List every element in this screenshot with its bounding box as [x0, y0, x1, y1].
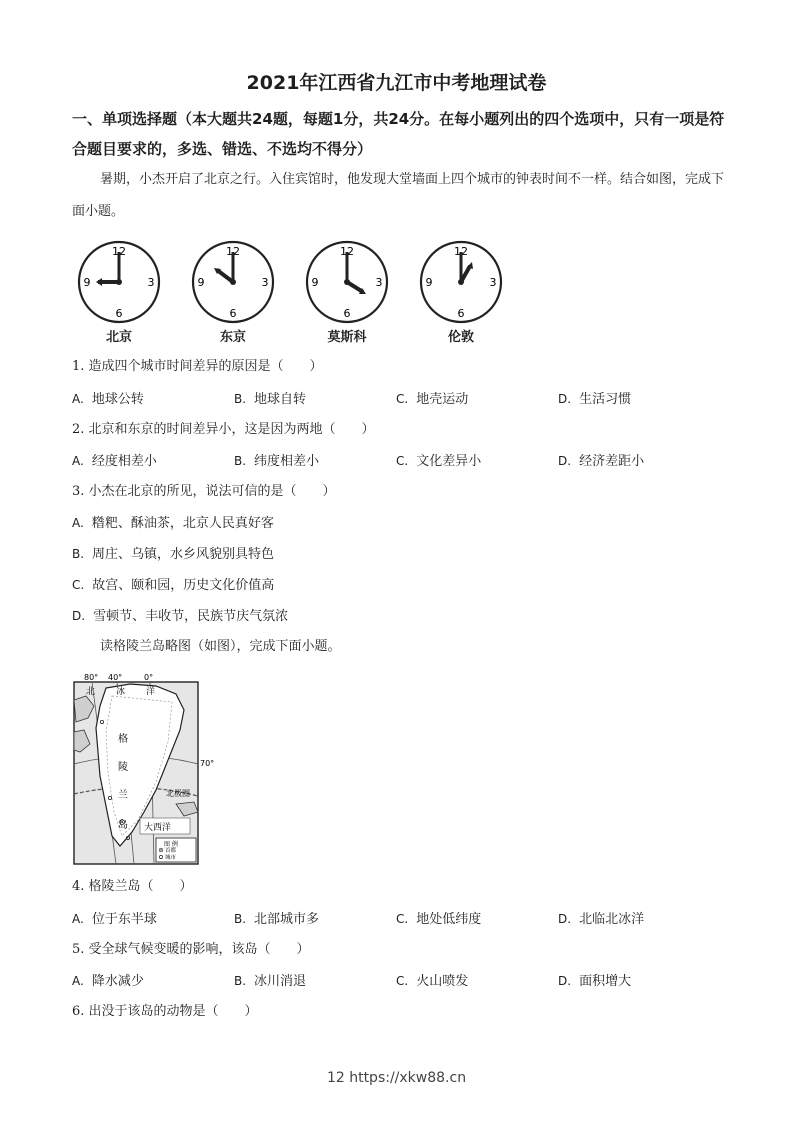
q1-option-a — [72, 389, 144, 410]
option-letter: B. — [234, 912, 247, 926]
intro-paragraph-2: 读格陵兰岛略图（如图），完成下面小题。 — [100, 639, 341, 654]
clock-face-icon — [74, 236, 164, 326]
q1-option-b — [234, 389, 306, 410]
clock-beijing — [74, 236, 164, 348]
clock-face-icon — [302, 236, 392, 326]
option-text: 面积增大 — [579, 974, 632, 989]
clock-label-moscow: 莫斯科 — [327, 330, 367, 345]
option-letter: B. — [72, 547, 85, 561]
clocks-figure — [72, 236, 512, 348]
option-text: 纬度相差小 — [254, 454, 320, 469]
clock-london — [416, 236, 506, 348]
option-letter: D. — [558, 392, 572, 406]
q4-option-a — [72, 909, 157, 930]
island-char-1: 格 — [118, 734, 128, 745]
numeral-9: 9 — [311, 276, 319, 289]
clock-label-london: 伦敦 — [447, 330, 474, 345]
option-text: 经度相差小 — [91, 454, 157, 469]
option-letter: D. — [72, 609, 86, 623]
q5-option-b — [234, 971, 306, 992]
clock-tokyo — [188, 236, 278, 348]
option-text: 周庄、乌镇，水乡风貌别具特色 — [92, 547, 275, 562]
q1-option-d — [558, 389, 631, 410]
q2-option-b — [234, 451, 319, 472]
option-letter: D. — [558, 912, 572, 926]
numeral-9: 9 — [197, 276, 205, 289]
option-text: 火山喷发 — [416, 974, 469, 989]
numeral-6: 6 — [343, 307, 351, 320]
q3-option-b — [72, 544, 274, 565]
option-text: 糌粑、酥油茶，北京人民真好客 — [91, 516, 274, 531]
q2-option-d — [558, 451, 644, 472]
legend-city: 城市 — [165, 855, 177, 861]
intro-paragraph-1: 暑期，小杰开启了北京之行。入住宾馆时，他发现大堂墙面上四个城市的钟表时间不一样。结合如图，完成下面小题。 — [72, 172, 725, 219]
q2-option-a — [72, 451, 157, 472]
q5-option-c — [396, 971, 468, 992]
greenland-map — [72, 672, 222, 866]
question-2-stem: 2. 北京和东京的时间差异小，这是因为两地（ ） — [72, 422, 375, 437]
map-label-bei: 北 — [86, 687, 96, 697]
numeral-3: 3 — [489, 276, 497, 289]
option-text: 文化差异小 — [416, 454, 482, 469]
map-label-yang: 洋 — [146, 687, 156, 697]
clock-face-icon — [188, 236, 278, 326]
clock-face-icon — [416, 236, 506, 326]
greenland-map-icon — [72, 672, 222, 866]
option-text: 地球公转 — [91, 392, 144, 407]
question-1-stem: 1. 造成四个城市时间差异的原因是（ ） — [72, 359, 323, 374]
numeral-12: 12 — [340, 245, 354, 258]
island-char-4: 岛 — [118, 820, 128, 831]
option-text: 雪顿节、丰收节，民族节庆气氛浓 — [93, 609, 289, 624]
option-letter: C. — [396, 392, 409, 406]
option-letter: A. — [72, 912, 84, 926]
option-letter: A. — [72, 516, 84, 530]
q1-option-c — [396, 389, 468, 410]
q3-option-d — [72, 606, 288, 627]
question-5-stem: 5. 受全球气候变暖的影响，该岛（ ） — [72, 942, 310, 957]
numeral-6: 6 — [115, 307, 123, 320]
numeral-12: 12 — [226, 245, 240, 258]
legend-title: 图 例 — [164, 841, 178, 848]
option-letter: C. — [396, 454, 409, 468]
option-letter: C. — [396, 912, 409, 926]
question-6-stem: 6. 出没于该岛的动物是（ ） — [72, 1004, 258, 1019]
option-text: 地处低纬度 — [416, 912, 482, 927]
lon-label-80: 80° — [84, 673, 99, 682]
q3-option-a — [72, 513, 274, 534]
option-text: 经济差距小 — [579, 454, 645, 469]
option-text: 北部城市多 — [254, 912, 320, 927]
q2-option-c — [396, 451, 481, 472]
clock-moscow — [302, 236, 392, 348]
option-text: 北临北冰洋 — [579, 912, 645, 927]
option-letter: B. — [234, 392, 247, 406]
page-title: 2021年江西省九江市中考地理试卷 — [246, 72, 547, 94]
clock-label-beijing: 北京 — [105, 330, 132, 345]
section-heading: 一、单项选择题（本大题共24题，每题1分，共24分。在每小题列出的四个选项中，只有一项是符合题目要求的，多选、错选、不选均不得分） — [72, 110, 725, 158]
legend-capital: 首都 — [165, 848, 177, 854]
map-label-bing: 冰 — [116, 687, 126, 697]
numeral-3: 3 — [375, 276, 383, 289]
q4-option-c — [396, 909, 481, 930]
option-letter: D. — [558, 974, 572, 988]
option-letter: A. — [72, 392, 84, 406]
island-char-2: 陵 — [118, 762, 128, 773]
q3-option-c — [72, 575, 274, 596]
numeral-6: 6 — [457, 307, 465, 320]
lon-label-40: 40° — [108, 673, 123, 682]
q5-option-a — [72, 971, 144, 992]
question-4-stem: 4. 格陵兰岛（ ） — [72, 879, 193, 894]
option-letter: C. — [396, 974, 409, 988]
numeral-3: 3 — [261, 276, 269, 289]
lat-label-70: 70° — [200, 759, 215, 768]
island-char-3: 兰 — [118, 790, 128, 801]
numeral-3: 3 — [147, 276, 155, 289]
option-letter: C. — [72, 578, 85, 592]
option-text: 位于东半球 — [91, 912, 157, 927]
option-letter: A. — [72, 454, 84, 468]
option-letter: B. — [234, 454, 247, 468]
numeral-12: 12 — [454, 245, 468, 258]
arctic-circle-label: 北极圈 — [166, 789, 190, 798]
numeral-6: 6 — [229, 307, 237, 320]
numeral-9: 9 — [83, 276, 91, 289]
lon-label-0: 0° — [144, 673, 154, 682]
option-text: 故宫、颐和园，历史文化价值高 — [92, 578, 275, 593]
q4-option-b — [234, 909, 319, 930]
question-3-stem: 3. 小杰在北京的所见，说法可信的是（ ） — [72, 484, 336, 499]
q5-option-d — [558, 971, 631, 992]
option-letter: B. — [234, 974, 247, 988]
option-text: 降水减少 — [91, 974, 144, 989]
option-text: 地壳运动 — [416, 392, 469, 407]
option-text: 地球自转 — [254, 392, 307, 407]
option-text: 冰川消退 — [254, 974, 307, 989]
numeral-12: 12 — [112, 245, 126, 258]
option-letter: A. — [72, 974, 84, 988]
clock-label-tokyo: 东京 — [219, 330, 246, 345]
option-text: 生活习惯 — [579, 392, 632, 407]
numeral-9: 9 — [425, 276, 433, 289]
page-footer: 12 https://xkw88.cn — [326, 1070, 467, 1086]
q4-option-d — [558, 909, 644, 930]
atlantic-label: 大西洋 — [144, 823, 172, 833]
option-letter: D. — [558, 454, 572, 468]
